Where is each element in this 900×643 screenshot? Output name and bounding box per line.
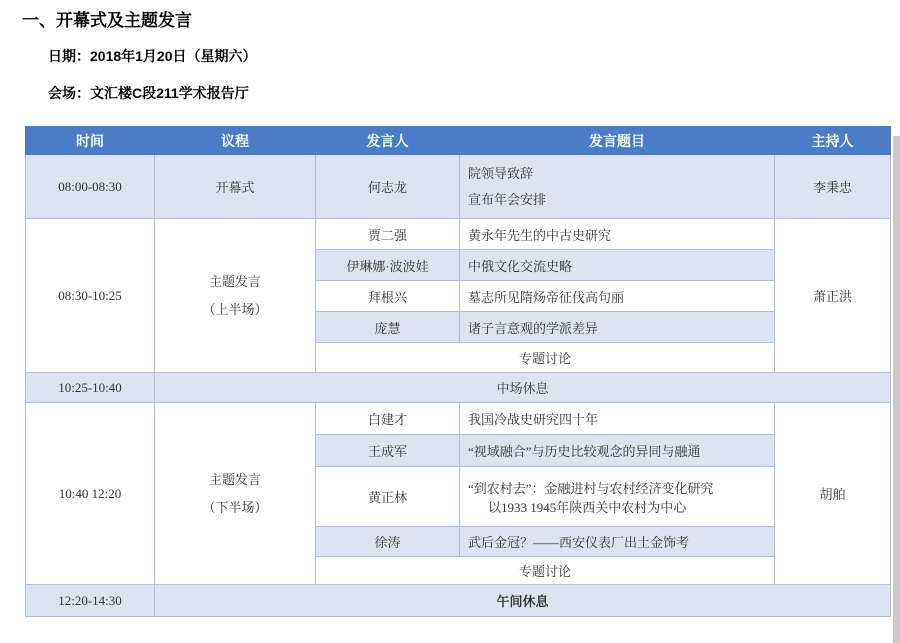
topic-cell: “到农村去”：金融进村与农村经济变化研究 以1933 1945年陕西关中农村为中心 [460, 467, 775, 527]
time-cell: 12:20-14:30 [26, 585, 155, 617]
header-host: 主持人 [775, 127, 891, 155]
speaker-cell: 何志龙 [316, 155, 460, 219]
topic-cell: 院领导致辞 宣布年会安排 [460, 155, 775, 219]
host-cell: 李秉忠 [775, 155, 891, 219]
header-speaker: 发言人 [316, 127, 460, 155]
break-cell: 午间休息 [155, 585, 891, 617]
topic-cell: 武后金冠？——西安仪表厂出土金饰考 [460, 527, 775, 557]
table-row [26, 155, 891, 219]
header-topic: 发言题目 [460, 127, 775, 155]
topic-cell: 黄永年先生的中古史研究 [460, 219, 775, 250]
table-row [26, 373, 891, 403]
speaker-cell: 黄正林 [316, 467, 460, 527]
speaker-cell: 庞慧 [316, 312, 460, 343]
topic-cell: 墓志所见隋炀帝征伐高句丽 [460, 281, 775, 312]
break-cell: 中场休息 [155, 373, 891, 403]
header-agenda: 议程 [155, 127, 316, 155]
topic-cell: 中俄文化交流史略 [460, 250, 775, 281]
page-title: 一、开幕式及主题发言 [22, 11, 192, 30]
table-row [26, 585, 891, 617]
speaker-cell: 徐涛 [316, 527, 460, 557]
page-edge-shadow [893, 136, 900, 643]
discussion-cell: 专题讨论 [316, 557, 775, 585]
time-cell: 10:40 12:20 [26, 403, 155, 585]
document-page [0, 6, 900, 617]
topic-cell: 诸子言意观的学派差异 [460, 312, 775, 343]
topic-cell: 我国冷战史研究四十年 [460, 403, 775, 435]
time-cell: 08:30-10:25 [26, 219, 155, 373]
speaker-cell: 拜根兴 [316, 281, 460, 312]
date-line: 日期：2018年1月20日（星期六） [48, 48, 257, 64]
table-row [26, 403, 891, 435]
host-cell: 胡舶 [775, 403, 891, 585]
speaker-cell: 伊琳娜·波波娃 [316, 250, 460, 281]
speaker-cell: 王成军 [316, 435, 460, 467]
speaker-cell: 贾二强 [316, 219, 460, 250]
agenda-cell: 主题发言 （上半场） [155, 219, 316, 373]
header-time: 时间 [26, 127, 155, 155]
discussion-cell: 专题讨论 [316, 343, 775, 373]
speaker-cell: 白建才 [316, 403, 460, 435]
venue-line: 会场：文汇楼C段211学术报告厅 [48, 85, 249, 101]
table-row [26, 219, 891, 250]
topic-cell: “视域融合”与历史比较观念的异同与融通 [460, 435, 775, 467]
time-cell: 10:25-10:40 [26, 373, 155, 403]
agenda-cell: 开幕式 [155, 155, 316, 219]
host-cell: 萧正洪 [775, 219, 891, 373]
agenda-cell: 主题发言 （下半场） [155, 403, 316, 585]
time-cell: 08:00-08:30 [26, 155, 155, 219]
table-header-row [26, 127, 891, 155]
schedule-table [25, 126, 891, 617]
